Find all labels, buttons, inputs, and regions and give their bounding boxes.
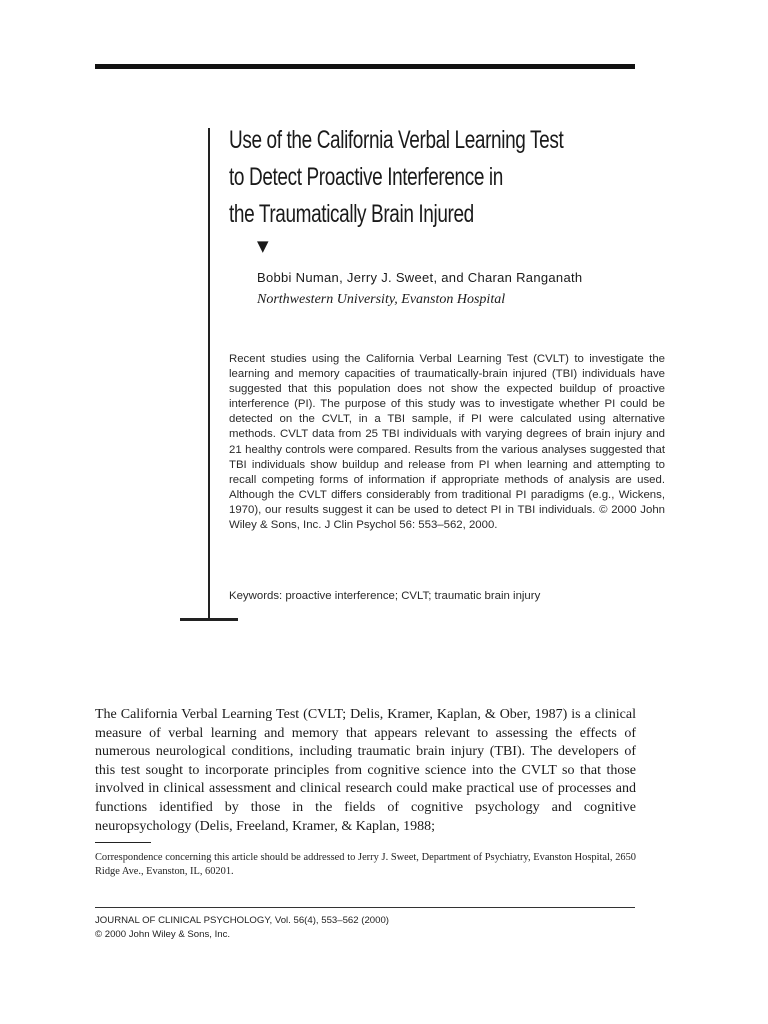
body-paragraph: The California Verbal Learning Test (CVLT; Delis, Kramer, Kaplan, & Ober, 1987) is a clinical measure of verbal learning and memory that appears relevant to assessing the effects of numerous neurological conditions, including traumatic brain injury (TBI). The developers of this test sought to incorporate principles from cognitive science into the CVLT so that those involved in clinical assessment and clinical research could make practical use of processes and functions identified by those in the fields of cognitive psychology and cognitive neuropsychology (Delis, Freeland, Kramer, & Kaplan, 1988;: [95, 707, 636, 834]
footnote-rule: [95, 842, 151, 843]
title-line-1: Use of the California Verbal Learning Test: [229, 126, 564, 154]
abstract-end-rule: [180, 618, 238, 621]
top-rule: [95, 64, 635, 69]
margin-vertical-rule: [208, 128, 210, 620]
footnote: Correspondence concerning this article should be addressed to Jerry J. Sweet, Department of Psychiatry, Evanston Hospital, 2650 Ridge Ave., Evanston, IL, 60201.: [95, 852, 636, 877]
journal-footer: [95, 914, 389, 942]
affiliation: Northwestern University, Evanston Hospital: [257, 292, 506, 307]
authors: Bobbi Numan, Jerry J. Sweet, and Charan Ranganath: [257, 270, 583, 285]
abstract: Recent studies using the California Verbal Learning Test (CVLT) to investigate the learning and memory capacities of traumatically-brain injured (TBI) individuals have suggested that this population does not show the expected buildup of proactive interference (PI). The purpose of this study was to investigate whether PI could be detected on the CVLT, in a TBI sample, if PI were calculated using alternative methods. CVLT data from 25 TBI individuals with varying degrees of brain injury and 21 healthy controls were compared. Results from the various analyses suggested that TBI individuals show buildup and release from PI when learning and attempting to recall competing forms of information if appropriate methods of analysis are used. Although the CVLT differs considerably from traditional PI paradigms (e.g., Wickens, 1970), our results suggest it can be used to detect PI in TBI individuals. © 2000 John Wiley & Sons, Inc. J Clin Psychol 56: 553–562, 2000.: [229, 353, 665, 532]
title-line-2: to Detect Proactive Interference in: [229, 163, 503, 191]
footer-rule: [95, 907, 635, 908]
journal-citation: JOURNAL OF CLINICAL PSYCHOLOGY, Vol. 56(4), 553–562 (2000): [95, 915, 389, 926]
article-title: [229, 122, 564, 233]
title-line-3: the Traumatically Brain Injured: [229, 200, 474, 228]
journal-copyright: © 2000 John Wiley & Sons, Inc.: [95, 929, 231, 940]
keywords: Keywords: proactive interference; CVLT; traumatic brain injury: [229, 590, 541, 602]
triangle-down-icon: ▼: [257, 237, 269, 255]
